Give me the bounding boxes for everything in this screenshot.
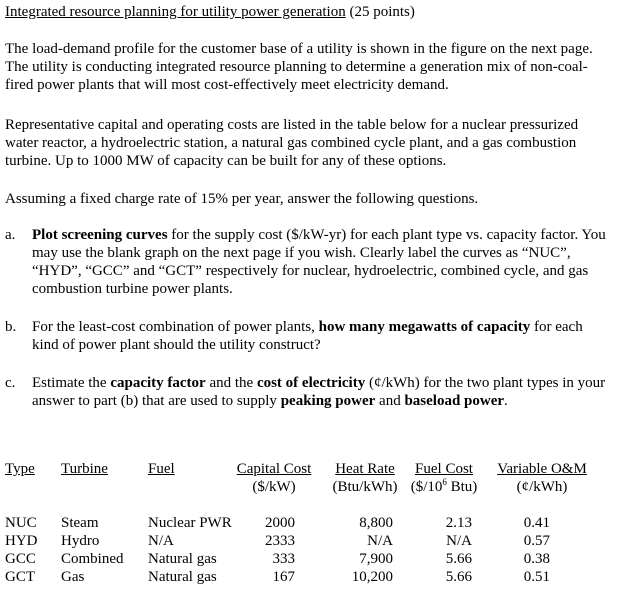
header-fuel-cost-unit: ($\$/10^6$ Btu) bbox=[410, 477, 478, 495]
header-capital-cost-unit: ($/kW) bbox=[252, 479, 296, 495]
header-type: Type bbox=[5, 461, 35, 477]
table-row-gcc-capital-cost: 333 bbox=[272, 551, 295, 567]
table-row-nuc-type: NUC bbox=[5, 515, 37, 531]
question-b-letter: b. bbox=[5, 319, 17, 335]
table-row-gcc-fuel: Natural gas bbox=[148, 551, 217, 567]
table-row-hyd-heat-rate: N/A bbox=[367, 533, 393, 549]
table-row-hyd-turbine: Hydro bbox=[61, 533, 100, 549]
title-main: Integrated resource planning for utility power generation bbox=[5, 4, 346, 20]
table-row-nuc-variable-om: 0.41 bbox=[523, 515, 550, 531]
table-row-gct-heat-rate: 10,200 bbox=[351, 569, 393, 585]
table-row-gct-fuel-cost: 5.66 bbox=[445, 569, 472, 585]
table-row-hyd-capital-cost: 2333 bbox=[265, 533, 295, 549]
table-row-hyd-fuel: N/A bbox=[148, 533, 174, 549]
table-row-nuc-fuel: Nuclear PWR bbox=[148, 515, 232, 531]
question-c-mid-1: and the bbox=[205, 375, 257, 391]
question-b-post: for each kind of power plant should the utility construct? bbox=[32, 319, 583, 353]
header-capital-cost: Capital Cost bbox=[236, 461, 312, 477]
table-row-hyd-type: HYD bbox=[5, 533, 38, 549]
intro-paragraph-1: The load-demand profile for the customer base of a utility is shown in the figure on the next page. The utility is conducting integrated resource planning to determine a generation mix of non-coal-fired power plants that will most cost-effectively meet electricity demand. bbox=[5, 41, 593, 93]
question-a-bold: Plot screening curves bbox=[32, 227, 168, 243]
header-turbine: Turbine bbox=[61, 461, 108, 477]
table-row-gct-type: GCT bbox=[5, 569, 35, 585]
question-b-bold: how many megawatts of capacity bbox=[318, 319, 531, 335]
table-row-hyd-fuel-cost: N/A bbox=[446, 533, 472, 549]
question-a-text: for the supply cost ($/kW-yr) for each plant type vs. capacity factor. You may use the blank graph on the next page if you wish. Clearly label the curves as “NUC”, “HYD”, “GCC” and “GCT” respectively for nuclear, hydroelectric, combined cycle, and gas combustion turbine power plants. bbox=[32, 227, 606, 297]
table-row-gcc-turbine: Combined bbox=[61, 551, 124, 567]
table-row-hyd-variable-om: 0.57 bbox=[523, 533, 550, 549]
header-variable-om-unit: (¢/kWh) bbox=[516, 479, 568, 495]
question-c-letter: c. bbox=[5, 375, 16, 391]
table-row-gcc-variable-om: 0.38 bbox=[523, 551, 550, 567]
header-variable-om: Variable O&M bbox=[497, 461, 587, 477]
intro-paragraph-3: Assuming a fixed charge rate of 15% per year, answer the following questions. bbox=[5, 191, 479, 207]
title-points: (25 points) bbox=[345, 4, 415, 20]
question-c-bold-2: cost of electricity bbox=[256, 375, 366, 391]
intro-paragraph-2: Representative capital and operating costs are listed in the table below for a nuclear pressurized water reactor, a hydroelectric station, a natural gas combined cycle plant, and a gas combustion turbine. Up to 1000 MW of capacity can be built for any of these options. bbox=[5, 117, 579, 169]
table-row-gct-variable-om: 0.51 bbox=[523, 569, 550, 585]
table-row-nuc-turbine: Steam bbox=[61, 515, 99, 531]
table-row-gcc-type: GCC bbox=[5, 551, 36, 567]
table-row-gct-turbine: Gas bbox=[61, 569, 85, 585]
question-c-pre: Estimate the bbox=[32, 375, 111, 391]
table-row-gct-capital-cost: 167 bbox=[272, 569, 295, 585]
table-row-nuc-heat-rate: 8,800 bbox=[359, 515, 393, 531]
question-c-bold-3: peaking power bbox=[280, 393, 376, 409]
question-c-mid-2: (¢/kWh) for the two plant types in your answer to part (b) that are used to supply bbox=[32, 375, 606, 409]
question-c-post: . bbox=[504, 393, 508, 409]
header-heat-rate: Heat Rate bbox=[335, 461, 395, 477]
header-heat-rate-unit: (Btu/kWh) bbox=[332, 479, 398, 495]
table-row-gcc-fuel-cost: 5.66 bbox=[445, 551, 472, 567]
table-row-gcc-heat-rate: 7,900 bbox=[359, 551, 393, 567]
header-fuel-cost: Fuel Cost bbox=[415, 461, 473, 477]
question-b-pre: For the least-cost combination of power plants, bbox=[32, 319, 319, 335]
table-row-nuc-capital-cost: 2000 bbox=[265, 515, 295, 531]
question-c-mid-3: and bbox=[375, 393, 405, 409]
header-fuel: Fuel bbox=[148, 461, 175, 477]
question-c-bold-1: capacity factor bbox=[110, 375, 206, 391]
question-a-letter: a. bbox=[5, 227, 16, 243]
question-c-bold-4: baseload power bbox=[404, 393, 505, 409]
table-row-nuc-fuel-cost: 2.13 bbox=[445, 515, 472, 531]
table-row-gct-fuel: Natural gas bbox=[148, 569, 217, 585]
